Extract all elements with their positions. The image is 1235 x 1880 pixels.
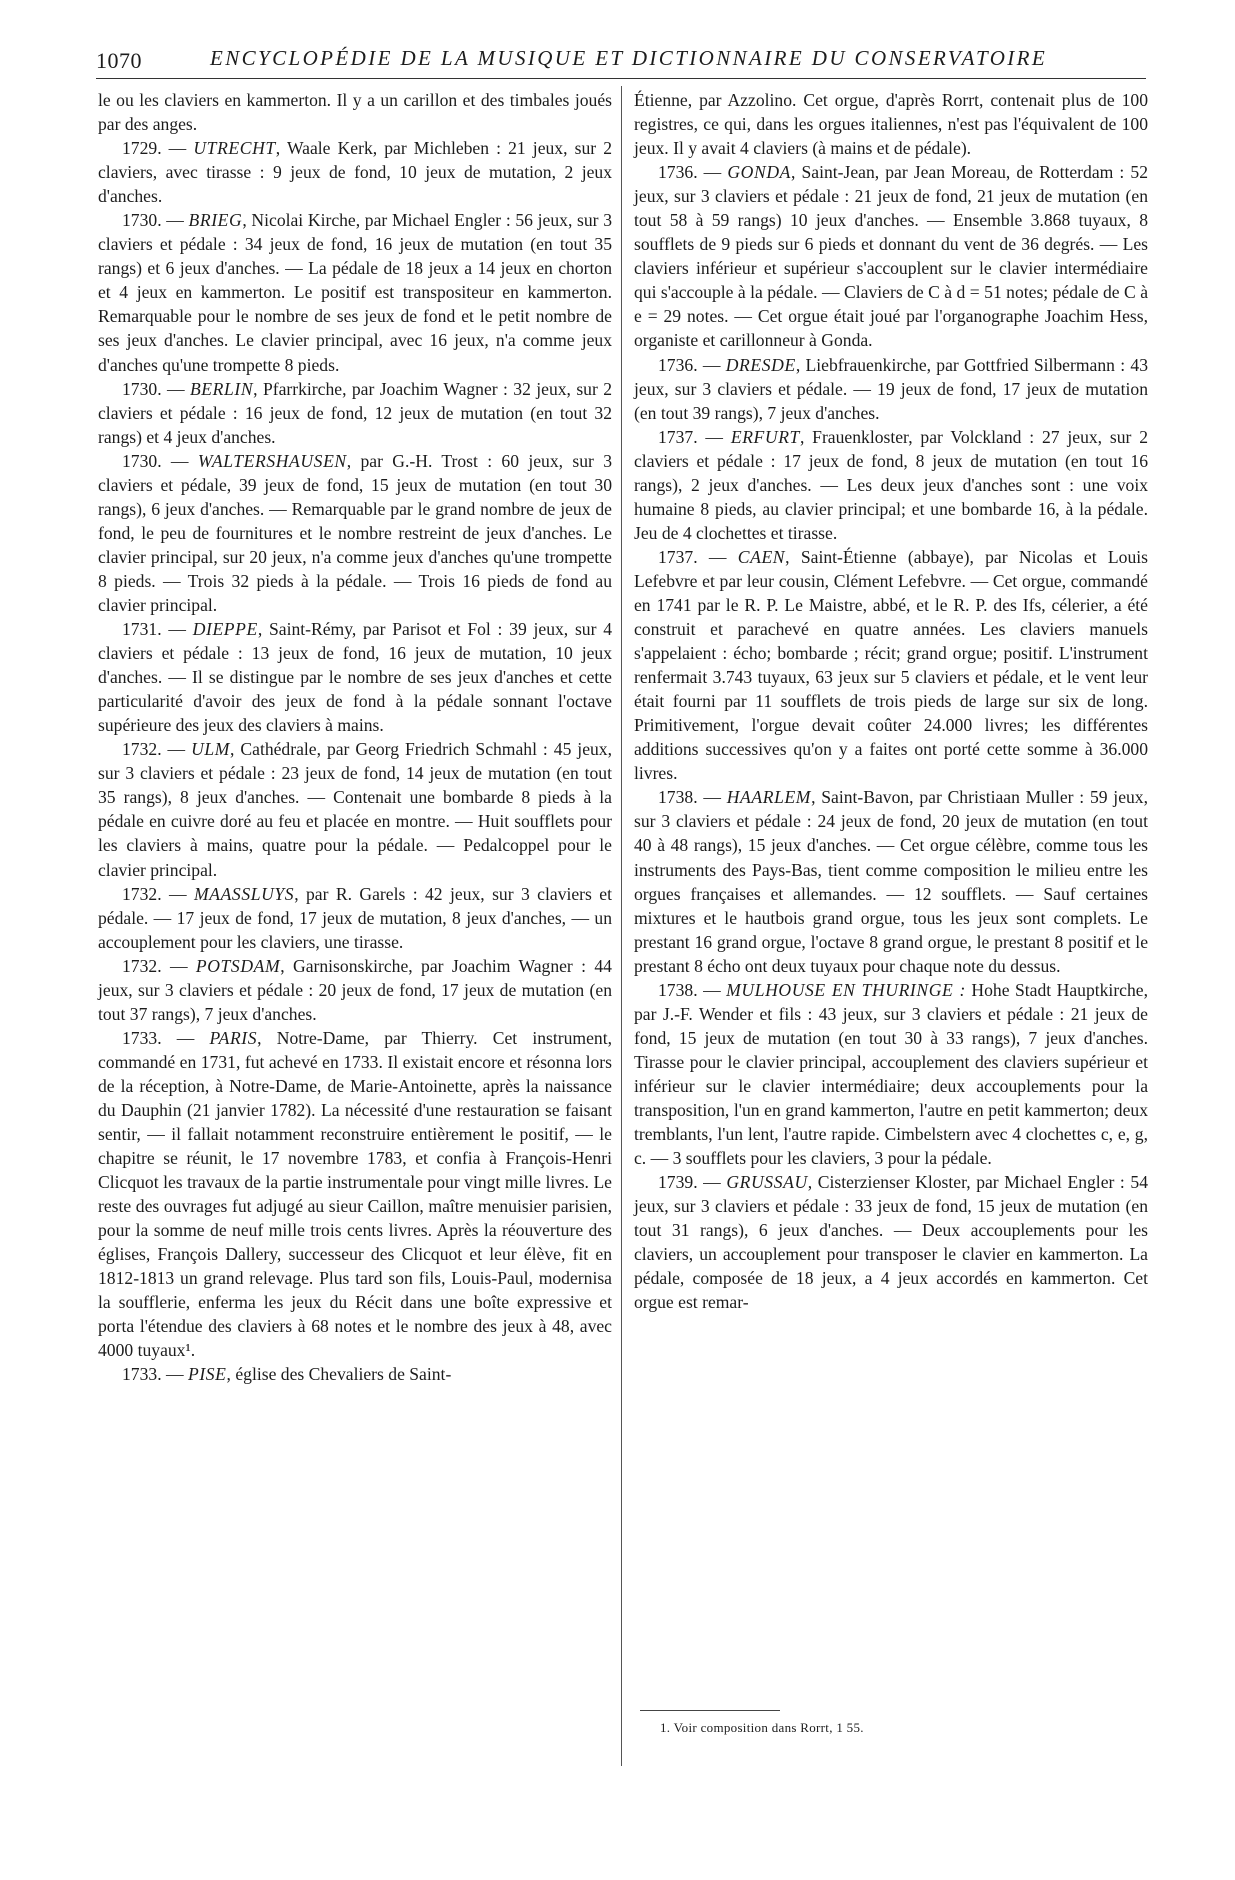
entry-text: , Saint-Étienne (abbaye), par Nicolas et Louis Lefebvre et par leur cousin, Clément Lefebvre. — Cet orgue, commandé en 1741 par le R. P. Le Maistre, abbé, et le R. P. des Ifs, célerier, a été construit et parachevé en quatre années. Les claviers manuels s'appelaient : écho; bombarde ; récit; grand orgue; positif. L'instrument renfermait 3.743 tuyaux, 63 jeux sur 5 claviers et pédale, et le vent leur était fourni par 11 soufflets de trois pieds de large sur six de long. Primitivement, l'orgue devait coûter 24.000 livres; les différentes additions successives qu'on y a faites ont porté cette somme à 36.000 livres. [634,546,1148,784]
organ-entry [98,737,612,881]
running-head: ENCYCLOPÉDIE DE LA MUSIQUE ET DICTIONNAIRE DU CONSERVATOIRE [210,46,1048,70]
entry-date: 1730. — [122,450,198,471]
organ-entry [634,425,1148,545]
entry-date: 1739. — [658,1172,727,1193]
entry-text: , Cathédrale, par Georg Friedrich Schmahl : 45 jeux, sur 3 claviers et pédale : 23 jeux de fond, 14 jeux de mutation (en tout 35 rangs), 8 jeux d'anches. — Contenait une bombarde 8 pieds à la pédale en cuivre doré au feu et placée en montre. — Huit soufflets pour les claviers à mains, quatre pour la pédale. — Pedalcoppel pour le clavier principal. [98,739,613,880]
entry-city: ERFURT [730,426,800,447]
entry-city: POTSDAM [195,955,281,976]
entry-text: , par R. Garels : 42 jeux, sur 3 claviers et pédale. — 17 jeux de fond, 17 jeux de mutation, 8 jeux d'anches, — un accouplement pour les claviers, une tirasse. [98,883,612,952]
entry-date: 1736. — [658,162,728,183]
entry-text: , Waale Kerk, par Michleben : 21 jeux, sur 2 claviers, avec tirasse : 9 jeux de fond, 10 jeux de mutation, 2 jeux d'anches. [98,138,612,207]
entry-text: , Frauenkloster, par Volckland : 27 jeux, sur 2 claviers et pédale : 17 jeux de fond, 8 jeux de mutation (en tout 16 rangs), 2 jeux d'anches. — Les deux jeux d'anches sont : une voix humaine 8 pieds, au clavier principal; et une bombarde 16, à la pédale. Jeu de 4 clochettes et tirasse. [634,426,1149,543]
entry-city: ULM [191,739,231,760]
entry-city: GONDA [727,162,791,183]
footnote-rule [640,1710,780,1711]
entry-date: 1732. — [122,739,192,760]
entry-city: CAEN [737,546,786,567]
entry-city: DRESDE [725,354,796,375]
entry-text: , église des Chevaliers de Saint- [226,1364,452,1385]
entry-city: BRIEG [188,210,243,231]
entry-text: , Pfarrkirche, par Joachim Wagner : 32 jeux, sur 2 claviers et pédale : 16 jeux de fond, 12 jeux de mutation (en tout 32 rangs) et 4 jeux d'anches. [98,378,612,447]
entry-text: , Notre-Dame, par Thierry. Cet instrument, commandé en 1731, fut achevé en 1733. Il existait encore et résonna lors de la réception, à Notre-Dame, de Marie-Antoinette, après la naissance du Dauphin (21 janvier 1782). La nécessité d'une restauration se faisant sentir, — il fallait notamment reconstruire entièrement le positif, — le chapitre se réunit, le 17 novembre 1783, et confia à François-Henri Clicquot les travaux de la partie instrumentale pour vingt mille livres. Le reste des ouvrages fut adjugé au sieur Caillon, maître menuisier parisien, pour la somme de neuf mille trois cents livres. Après la réouverture des églises, François Dallery, successeur des Clicquot et leur élève, fit en 1812-1813 un grand relevage. Plus tard son fils, Louis-Paul, modernisa la soufflerie, enferma les jeux du Récit dans une boîte expressive et porta l'étendue des claviers à 68 notes et le nombre des jeux à 48, avec 4000 tuyaux¹. [98,1027,612,1361]
entry-date: 1732. — [122,955,196,976]
right-column [634,88,1148,1314]
entry-date: 1733. — [122,1364,188,1385]
column-rule [621,86,622,1766]
entry-city: BERLIN [189,378,254,399]
organ-entry [634,88,1148,160]
entry-date: 1729. — [122,138,194,159]
entry-text: , Nicolai Kirche, par Michael Engler : 56 jeux, sur 3 claviers et pédale : 34 jeux de fond, 16 jeux de mutation (en tout 35 rangs) et 6 jeux d'anches. — La pédale de 18 jeux a 14 jeux en chorton et 4 jeux en kammerton. Le positif est transpositeur en kammerton. Remarquable pour le nombre de ses jeux de fond et le petit nombre de ses jeux d'anches. Le clavier principal, avec 16 jeux, n'a comme jeux d'anches qu'une trompette 8 pieds. [98,210,612,375]
organ-entry [634,785,1148,977]
entry-date: 1731. — [122,619,193,640]
entry-date: 1736. — [658,354,726,375]
organ-entry [98,449,612,617]
organ-entry [98,1362,612,1386]
organ-entry [98,208,612,376]
entry-text: , Cisterzienser Kloster, par Michael Engler : 54 jeux, sur 3 claviers et pédale : 33 jeux de fond, 15 jeux de mutation (en tout 31 rangs), 6 jeux d'anches. — Deux accouplements pour les claviers, un accouplement pour transposer le clavier en kammerton. La pédale, composée de 18 jeux, a 4 jeux accordés en kammerton. Cet orgue est remar- [634,1172,1148,1313]
organ-entry [634,1170,1148,1314]
entry-date: 1733. — [122,1027,210,1048]
entry-city: MAASSLUYS [193,883,295,904]
footnote: 1. Voir composition dans Rorrt, 1 55. [660,1720,864,1735]
entry-city: PISE [187,1364,227,1385]
entry-date: 1732. — [122,883,194,904]
page-number: 1070 [96,48,142,73]
entry-text: le ou les claviers en kammerton. Il y a un carillon et des timbales joués par des anges. [98,90,612,135]
entry-date: 1730. — [122,210,189,231]
entry-date: 1737. — [658,546,738,567]
organ-entry [98,377,612,449]
entry-city: GRUSSAU [726,1172,808,1193]
organ-entry [98,882,612,954]
entry-date: 1730. — [122,378,190,399]
organ-entry [98,954,612,1026]
entry-city: MULHOUSE EN THURINGE : [726,979,966,1000]
organ-entry [634,353,1148,425]
entry-text: , Garnisonskirche, par Joachim Wagner : 44 jeux, sur 3 claviers et pédale : 20 jeux de fond, 17 jeux de mutation (en tout 37 rangs), 7 jeux d'anches. [98,955,612,1024]
entry-text: Étienne, par Azzolino. Cet orgue, d'après Rorrt, contenait plus de 100 registres, ce qui, dans les orgues italiennes, n'est pas l'équivalent de 100 jeux. Il y avait 4 claviers (à mains et de pédale). [634,90,1148,159]
entry-text: , Saint-Rémy, par Parisot et Fol : 39 jeux, sur 4 claviers et pédale : 13 jeux de fond, 16 jeux de mutation, 10 jeux d'anches. — Il se distingue par le nombre de ses jeux d'anches et cette particularité d'avoir des jeux de fond à la pédale sonnant l'octave supérieure des jeux des claviers à mains. [98,619,612,736]
organ-entry [98,136,612,208]
left-column [98,88,612,1387]
entry-text: , par G.-H. Trost : 60 jeux, sur 3 claviers et pédale, 39 jeux de fond, 15 jeux de mutation (en tout 30 rangs), 6 jeux d'anches. — Remarquable par le grand nombre de jeux de fond, le peu de fournitures et le nombre restreint de jeux d'anches. Le clavier principal, sur 20 jeux, n'a comme jeux d'anches qu'une trompette 8 pieds. — Trois 32 pieds à la pédale. — Trois 16 pieds de fond au clavier principal. [98,450,612,615]
entry-text: , Liebfrauenkirche, par Gottfried Silbermann : 43 jeux, sur 3 claviers et pédale. — 19 jeux de fond, 17 jeux de mutation (en tout 39 rangs), 7 jeux d'anches. [634,354,1148,423]
entry-city: DIEPPE [192,619,258,640]
organ-entry [98,88,612,136]
entry-city: WALTERSHAUSEN [197,450,347,471]
entry-text: , Saint-Bavon, par Christiaan Muller : 59 jeux, sur 3 claviers et pédale : 24 jeux de fond, 20 jeux de mutation (en tout 40 à 48 rangs), 15 jeux d'anches. — Cet orgue célèbre, comme tous les instruments des Pays-Bas, tient comme composition le milieu entre les orgues françaises et allemandes. — 12 soufflets. — Sauf certaines mixtures et le hautbois grand orgue, tous les jeux sont complets. Le prestant 16 grand orgue, l'octave 8 grand orgue, le prestant 8 positif et le prestant 8 écho ont deux tuyaux pour chaque note du dessus. [634,787,1148,976]
organ-entry [98,1026,612,1363]
organ-entry [634,160,1148,352]
organ-entry [634,978,1148,1170]
entry-date: 1738. — [658,979,727,1000]
entry-text: , Saint-Jean, par Jean Moreau, de Rotterdam : 52 jeux, sur 3 claviers et pédale : 21 jeux de fond, 21 jeux de mutation (en tout 58 à 59 rangs) 10 jeux d'anches. — Ensemble 3.868 tuyaux, 8 soufflets de 9 pieds sur 6 pieds et donnant du vent de 36 degrés. — Les claviers inférieur et supérieur s'accouplent sur le clavier intermédiaire qui s'accouple à la pédale. — Claviers de C à d = 51 notes; pédale de C à e = 29 notes. — Cet orgue était joué par l'organographe Joachim Hess, organiste et carillonneur à Gonda. [634,162,1148,351]
entry-city: PARIS [209,1027,258,1048]
entry-date: 1738. — [658,787,727,808]
organ-entry [98,617,612,737]
entry-date: 1737. — [658,426,731,447]
entry-city: UTRECHT [193,138,276,159]
entry-text: Hohe Stadt Hauptkirche, par J.-F. Wender et fils : 43 jeux, sur 3 claviers et pédale : 21 jeux de fond, 15 jeux de mutation (en tout 30 à 33 rangs), 7 jeux d'anches. Tirasse pour le clavier principal, accouplement des claviers supérieur et inférieur sur le clavier intermédiaire; deux accouplements pour la transposition, l'un en grand kammerton, l'autre en petit kammerton; deux tremblants, l'un lent, l'autre rapide. Cimbelstern avec 4 clochettes c, e, g, c. — 3 soufflets pour les claviers, 3 pour la pédale. [634,979,1148,1169]
organ-entry [634,545,1148,785]
header-rule [96,78,1146,79]
entry-city: HAARLEM [726,787,812,808]
